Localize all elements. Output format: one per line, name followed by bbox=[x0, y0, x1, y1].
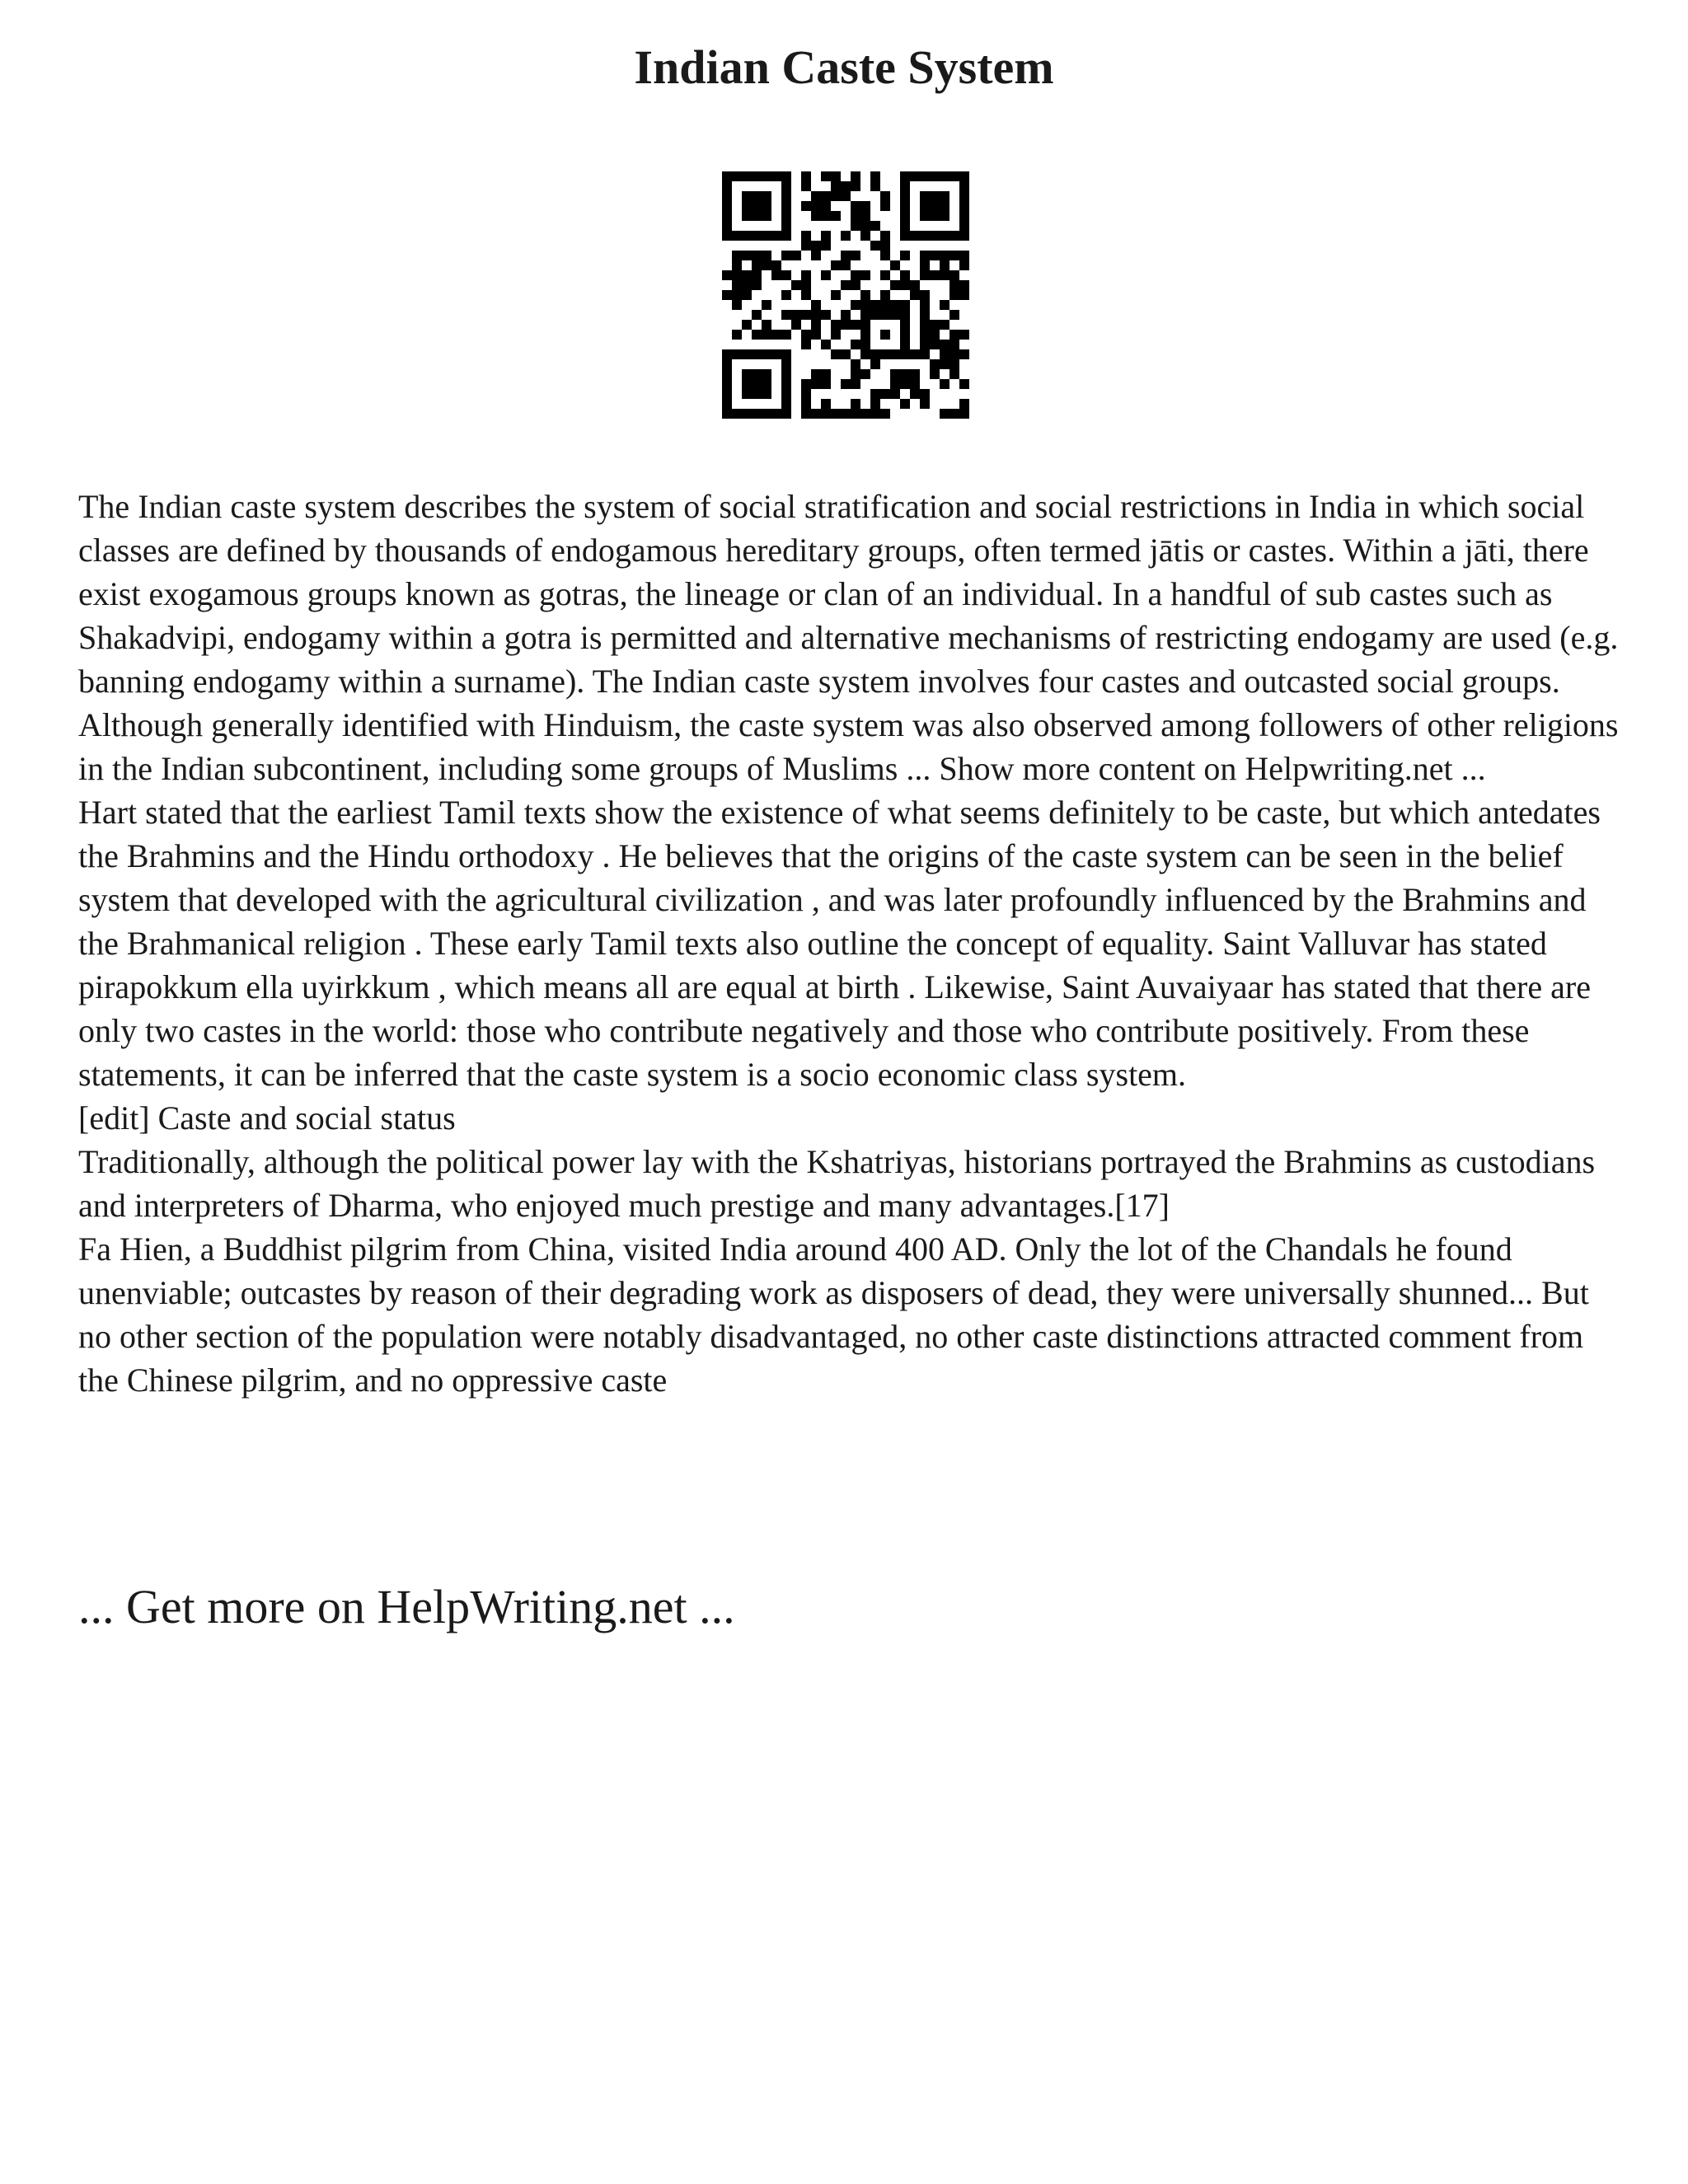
paragraph-kshatriyas: Traditionally, although the political power lay with the Kshatriyas, historians portrayed the Brahmins as custodians and interpreters of Dharma, who enjoyed much prestige and many advantages.[17] bbox=[78, 1143, 1596, 1224]
paragraph-tamil-texts: Hart stated that the earliest Tamil texts show the existence of what seems definitely to be caste, but which antedates the Brahmins and the Hindu orthodoxy . He believes that the origins of the caste system can be seen in the belief system that developed with the agricultural civilization , and was later profoundly influenced by the Brahmins and the Brahmanical religion . These early Tamil texts also outline the concept of equality. Saint Valluvar has stated pirapokkum ella uyirkkum , which means all are equal at birth . Likewise, Saint Auvaiyaar has stated that there are only two castes in the world: those who contribute negatively and those who contribute positively. From these statements, it can be inferred that the caste system is a socio economic class system. bbox=[78, 794, 1601, 1093]
qr-code-icon bbox=[722, 171, 969, 419]
page-title: Indian Caste System bbox=[634, 40, 1054, 94]
paragraph-intro: The Indian caste system describes the system of social stratification and social restrictions in India in which social classes are defined by thousands of endogamous hereditary groups, often termed jātis or castes. Within a jāti, there exist exogamous groups known as gotras, the lineage or clan of an individual. In a handful of sub castes such as Shakadvipi, endogamy within a gotra is permitted and alternative mechanisms of restricting endogamy are used (e.g. banning endogamy within a surname). The Indian caste system involves four castes and outcasted social groups. Although generally identified with Hinduism, the caste system was also observed among followers of other religions in the Indian subcontinent, including some groups of Muslims ... Show more content on Helpwriting.net ... bbox=[78, 488, 1619, 787]
article-body bbox=[78, 485, 1620, 1402]
section-heading-caste-social-status: [edit] Caste and social status bbox=[78, 1099, 456, 1137]
paragraph-fa-hien: Fa Hien, a Buddhist pilgrim from China, visited India around 400 AD. Only the lot of the Chandals he found unenviable; outcastes by reason of their degrading work as disposers of dead, they were universally shunned... But no other section of the population were notably disadvantaged, no other caste distinctions attracted comment from the Chinese pilgrim, and no oppressive caste bbox=[78, 1230, 1589, 1399]
get-more-link[interactable]: ... Get more on HelpWriting.net ... bbox=[78, 1580, 735, 1633]
